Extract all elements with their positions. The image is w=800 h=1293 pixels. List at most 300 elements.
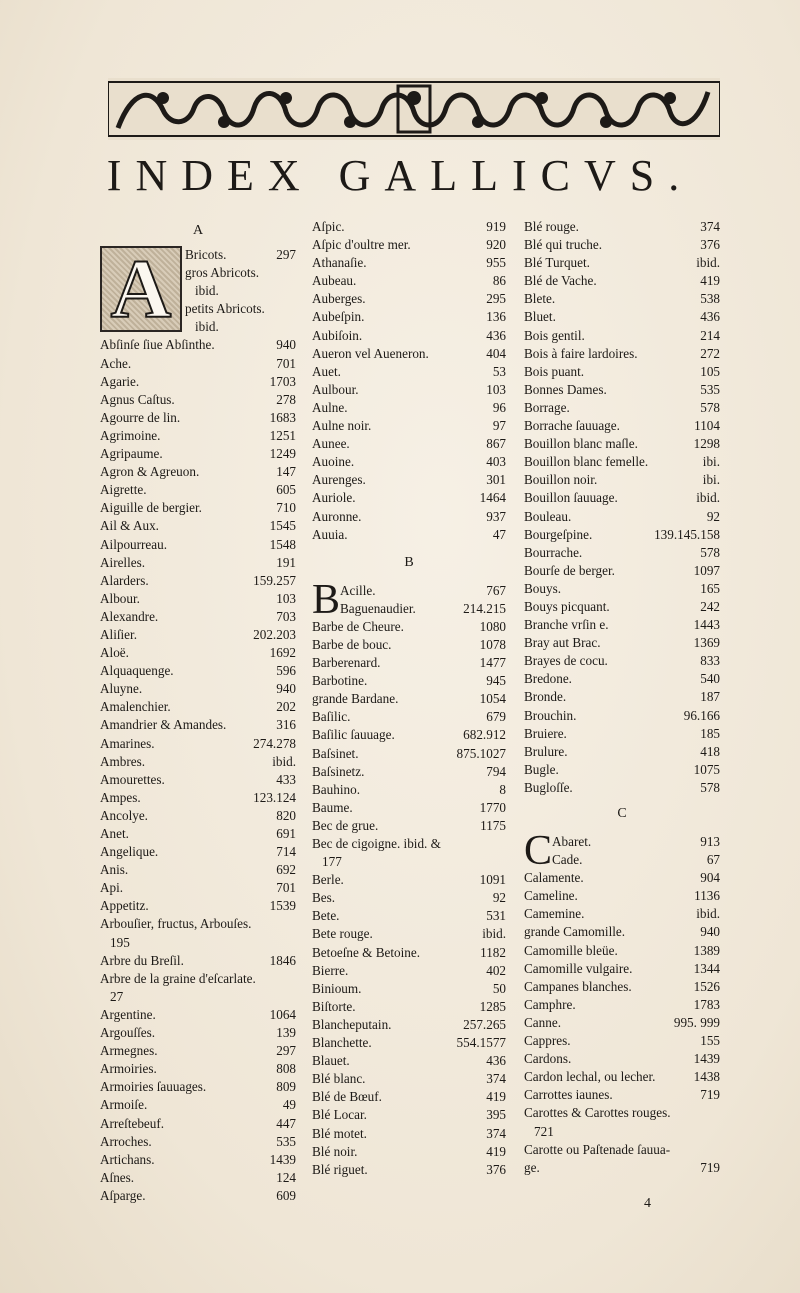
entry-term: Bourrache. [524,544,583,560]
drop-cap-letter: B [312,576,341,623]
index-entry: gros Abricots. [185,265,259,281]
index-entry [524,688,720,706]
entry-page: 191 [276,554,296,570]
entry-term: Cameline. [524,888,578,904]
index-entry [524,1050,720,1068]
entry-term: Binioum. [312,980,362,996]
index-entry [524,471,720,489]
index-entry [100,644,296,662]
index-entry [524,308,720,326]
entry-term: Baſsinet. [312,745,359,761]
entry-term: Cardon lechal, ou lecher. [524,1069,656,1085]
entry-page: 578 [700,399,720,415]
entry-page: 714 [276,844,296,860]
entry-page: 103 [276,590,296,606]
index-entry [100,680,296,698]
entry-page: 96 [492,399,506,415]
entry-page: 904 [700,870,720,886]
entry-page: 1285 [479,998,506,1014]
entry-page: 1054 [479,691,506,707]
index-entry [312,526,506,544]
index-entry [524,218,720,236]
entry-page: 794 [486,763,506,779]
index-entry [312,835,506,853]
index-entry [524,1086,720,1104]
entry-term: Blancheputain. [312,1016,392,1032]
index-entry [100,626,296,644]
entry-term: Api. [100,880,124,896]
entry-page: 1298 [693,436,720,452]
entry-page: ibid. [696,490,720,506]
entry-page: 1539 [269,898,296,914]
index-entry [524,1032,720,1050]
index-entry [312,907,506,925]
entry-page: 955 [486,255,506,271]
entry-page: 940 [276,681,296,697]
entry-page: 49 [282,1097,296,1113]
entry-term: Biſtorte. [312,998,356,1014]
entry-page: 374 [700,219,720,234]
entry-term: Aigrette. [100,482,147,498]
section-heading-c: C [617,806,627,821]
entry-term: Camomille bleüe. [524,942,618,958]
index-entry: ibid. [195,283,219,299]
entry-page: 376 [700,237,720,253]
index-entry [312,654,506,672]
entry-term: Baume. [312,799,353,815]
entry-page: 272 [700,345,720,361]
entry-term: Barbotine. [312,673,368,689]
index-entry [100,789,296,807]
index-entry [100,934,296,952]
index-entry [100,409,296,427]
entry-term: Bois gentil. [524,327,585,343]
index-entry [100,698,296,716]
entry-page: ibi. [702,454,720,470]
index-entry [100,1060,296,1078]
entry-term: Bredone. [524,671,572,687]
entry-page: 202 [276,699,296,715]
index-entry [100,915,296,933]
entry-page: 1703 [269,373,296,389]
index-entry [524,616,720,634]
index-entry [524,399,720,417]
entry-page: 719 [700,1159,720,1175]
entry-term: Bec de cigoigne. ibid. & [312,836,441,851]
index-entry [312,1052,506,1070]
index-entry [524,508,720,526]
entry-term: ge. [524,1159,540,1175]
index-entry [312,763,506,781]
index-entry [524,435,720,453]
entry-page: 719 [700,1087,720,1103]
entry-term: Aluyne. [100,681,143,697]
entry-page: 316 [276,717,296,733]
entry-page: 710 [276,500,296,516]
entry-page: 692 [276,862,296,878]
entry-term: Athanaſie. [312,255,367,271]
entry-page: 535 [700,381,720,397]
index-entry: Bricots. 297 [185,247,296,262]
entry-term: Bois puant. [524,363,585,379]
entry-term: Amourettes. [100,771,165,787]
index-entry [524,978,720,996]
entry-page: 1548 [269,536,296,552]
entry-page: 1104 [694,418,720,434]
entry-term: Branche vrſin e. [524,617,609,633]
entry-page: 92 [492,890,506,906]
entry-term: Bauhino. [312,781,360,797]
entry-term: Blé motet. [312,1125,367,1141]
entry-page: 940 [700,924,720,940]
entry-term: Aſpic. [312,219,345,234]
entry-term: Anet. [100,826,129,841]
page-number: 4 [644,1196,651,1211]
index-entry [524,290,720,308]
entry-term: Agrimoine. [100,427,161,443]
entry-list [524,218,720,797]
entry-term: Bugloſſe. [524,779,573,795]
index-entry [524,598,720,616]
entry-term: Ampes. [100,789,141,805]
entry-term: Argouſſes. [100,1025,156,1041]
entry-term: Carrottes iaunes. [524,1087,613,1103]
entry-page: 1692 [269,645,296,661]
index-entry [524,1159,720,1177]
entry-term: Carotte ou Paſtenade ſauua- [524,1141,671,1157]
entry-term: Brouchin. [524,707,577,723]
entry-page: 682.912 [463,727,506,743]
entry-term: Agourre de lin. [100,409,181,425]
entry-term: Blé qui truche. [524,237,603,253]
entry-term: Bes. [312,890,336,906]
entry-term: Arbre du Breſil. [100,952,184,968]
entry-term: Amalenchier. [100,699,171,715]
index-entry [312,1016,506,1034]
entry-term: Camemine. [524,906,585,922]
entry-page: 679 [486,709,506,725]
entry-term: Aubeſpin. [312,309,365,325]
entry-page: 875.1027 [456,745,506,761]
entry-term: Arreſtebeuf. [100,1115,165,1131]
index-entry [312,925,506,943]
entry-page: ibid. [696,906,720,922]
entry-page: 374 [486,1125,506,1141]
index-entry [100,1042,296,1060]
index-entry [312,1125,506,1143]
index-column-1 [100,218,296,1205]
entry-term: Aulbour. [312,381,359,397]
entry-term: Bouillon blanc femelle. [524,454,649,470]
drop-cap-lines [552,833,720,869]
entry-page: 139.145.158 [654,526,720,542]
index-entry [100,463,296,481]
entry-term: Campanes blanches. [524,978,632,994]
entry-term: Aſnes. [100,1169,135,1185]
entry-term: 195 [110,934,130,950]
entry-page: 1091 [479,872,506,888]
entry-term: Bouys. [524,580,562,596]
entry-page: 945 [486,673,506,689]
index-entry [100,1187,296,1205]
index-entry [100,427,296,445]
index-entry [524,887,720,905]
index-entry [312,363,506,381]
entry-page: 1846 [269,952,296,968]
index-entry [312,399,506,417]
entry-term: Blé Turquet. [524,255,590,271]
entry-page: 418 [700,743,720,759]
index-entry [100,517,296,535]
entry-page: 185 [700,725,720,741]
entry-term: Argentine. [100,1006,156,1022]
index-entry [312,998,506,1016]
entry-page: 1783 [693,996,720,1012]
entry-page: 278 [276,391,296,407]
index-entry [312,453,506,471]
entry-page: 538 [700,291,720,307]
drop-cap-block [100,243,296,336]
index-entry [312,726,506,744]
entry-page: 165 [700,580,720,596]
entry-term: Aulne. [312,399,348,415]
entry-page: 419 [486,1089,506,1105]
entry-term: Alquaquenge. [100,663,174,679]
entry-page: 937 [486,508,506,524]
index-entry [524,670,720,688]
index-entry [524,236,720,254]
entry-term: Ancolye. [100,807,148,823]
entry-term: Bouys picquant. [524,598,610,614]
entry-page: 940 [276,337,296,353]
entry-term: Baſilic. [312,709,351,725]
index-entry [100,807,296,825]
entry-page: 1443 [693,617,720,633]
index-entry [312,290,506,308]
index-entry [312,690,506,708]
entry-term: Betoeſne & Betoine. [312,944,421,960]
entry-term: Armoiſe. [100,1097,148,1113]
entry-page: ibid. [272,753,296,769]
entry-term: Calamente. [524,870,584,886]
index-entry [312,435,506,453]
entry-page: 214 [700,327,720,343]
index-entry [312,417,506,435]
index-entry [100,952,296,970]
index-entry [100,355,296,373]
entry-term: Amandrier & Amandes. [100,717,227,733]
entry-page: 596 [276,663,296,679]
entry-page: 1369 [693,635,720,651]
entry-page: 202.203 [253,626,296,642]
index-entry [312,944,506,962]
index-entry [312,236,506,254]
index-entry [524,779,720,797]
entry-page: 1097 [693,562,720,578]
index-entry [524,453,720,471]
entry-page: 447 [276,1115,296,1131]
entry-term: Bouillon noir. [524,472,598,488]
index-entry [312,817,506,835]
index-entry [312,254,506,272]
entry-page: 376 [486,1161,506,1177]
entry-term: Bourſe de berger. [524,562,615,578]
index-entry: ibid. [195,319,219,335]
entry-page: 701 [276,355,296,371]
index-entry [100,1169,296,1187]
index-entry [100,554,296,572]
entry-page: 995. 999 [673,1014,720,1030]
entry-term: Bronde. [524,689,567,705]
drop-cap-lines [340,582,506,618]
index-entry [312,1106,506,1124]
entry-term: Camomille vulgaire. [524,960,633,976]
index-entry [524,489,720,507]
entry-page: 609 [276,1187,296,1203]
entry-term: Aubiſoin. [312,327,363,343]
entry-term: Bete rouge. [312,926,373,942]
index-entry [524,345,720,363]
index-entry: petits Abricots. [185,301,265,317]
entry-page: 436 [486,327,506,343]
entry-term: Bete. [312,908,340,924]
index-entry: Baguenaudier. 214.215 [340,600,506,616]
entry-term: Aurenges. [312,472,366,488]
index-entry [100,1115,296,1133]
entry-page: 86 [492,273,506,289]
entry-page: 8 [499,781,506,797]
index-entry [524,580,720,598]
entry-term: Airelles. [100,554,146,570]
entry-term: Bourgeſpine. [524,526,593,542]
index-entry [524,526,720,544]
index-entry: Cade. 67 [552,852,720,868]
entry-page: 50 [492,980,506,996]
entry-term: Aiguille de bergier. [100,500,202,516]
index-entry [100,771,296,789]
entry-page: 1389 [693,942,720,958]
entry-page: 535 [276,1133,296,1149]
index-entry [100,608,296,626]
entry-term: Berle. [312,872,344,888]
entry-page: 809 [276,1079,296,1095]
index-entry [100,825,296,843]
index-entry [312,308,506,326]
index-entry [312,471,506,489]
index-entry [312,672,506,690]
entry-term: Auriole. [312,490,356,506]
entry-page: 97 [492,418,506,434]
entry-term: Amarines. [100,735,155,751]
entry-list [100,336,296,1205]
entry-page: ibid. [696,255,720,271]
entry-term: Blé blanc. [312,1071,366,1087]
entry-term: Blé de Vache. [524,273,597,289]
entry-page: 1064 [269,1006,296,1022]
entry-term: Bonnes Dames. [524,381,607,397]
index-entry [100,336,296,354]
entry-term: Baſsinetz. [312,763,365,779]
entry-term: Agnus Caſtus. [100,391,175,407]
entry-page: 605 [276,482,296,498]
entry-term: Arbouſier, fructus, Arbouſes. [100,916,252,932]
entry-page: 295 [486,291,506,307]
entry-page: 403 [486,454,506,470]
index-entry [100,861,296,879]
entry-page: 92 [706,508,720,524]
index-entry [524,869,720,887]
index-entry [100,753,296,771]
entry-page: 301 [486,472,506,488]
entry-term: Angelique. [100,844,159,860]
entry-page: 1770 [479,799,506,815]
index-entry [100,572,296,590]
entry-term: Aloë. [100,645,129,661]
entry-page: 578 [700,544,720,560]
entry-term: Auuia. [312,526,348,542]
entry-page: 820 [276,807,296,823]
entry-term: Armoiries ſauuages. [100,1079,207,1095]
entry-page: 1182 [480,944,506,960]
entry-term: Abſinſe ſiue Abſinthe. [100,337,215,353]
entry-term: Appetitz. [100,898,149,914]
entry-page: 1078 [479,636,506,652]
index-entry [312,618,506,636]
index-entry [100,481,296,499]
index-entry [312,489,506,507]
entry-page: 257.265 [463,1016,506,1032]
drop-cap-lines [182,246,296,336]
index-entry [312,381,506,399]
entry-page: 1249 [269,446,296,462]
index-entry [524,417,720,435]
entry-term: Auronne. [312,508,362,524]
index-entry [524,1068,720,1086]
entry-page: 1175 [480,817,506,833]
entry-term: Blanchette. [312,1035,372,1051]
entry-term: Brulure. [524,743,568,759]
drop-cap-letter: A [110,243,172,336]
index-entry [100,536,296,554]
entry-term: Ail & Aux. [100,518,159,534]
index-entry [524,254,720,272]
entry-page: 274.278 [253,735,296,751]
entry-term: Aliſier. [100,626,137,642]
index-entry [312,853,506,871]
entry-term: Alexandre. [100,608,159,624]
entry-page: 404 [486,345,506,361]
entry-term: Bluet. [524,309,556,325]
entry-term: Blete. [524,291,556,307]
entry-page: 136 [486,309,506,325]
entry-page: 155 [700,1033,720,1049]
index-entry [524,942,720,960]
entry-page: 1439 [693,1051,720,1067]
index-entry [100,735,296,753]
entry-term: Bray aut Brac. [524,635,601,651]
entry-term: Blé Locar. [312,1107,367,1123]
index-entry [100,879,296,897]
entry-term: Aulne noir. [312,418,372,434]
index-entry [100,897,296,915]
entry-page: 1438 [693,1069,720,1085]
entry-page: 1075 [693,761,720,777]
entry-term: Albour. [100,590,140,606]
entry-term: Agripaume. [100,446,163,462]
entry-term: Anis. [100,862,129,878]
index-column-3 [524,218,720,1177]
entry-list [312,618,506,1179]
